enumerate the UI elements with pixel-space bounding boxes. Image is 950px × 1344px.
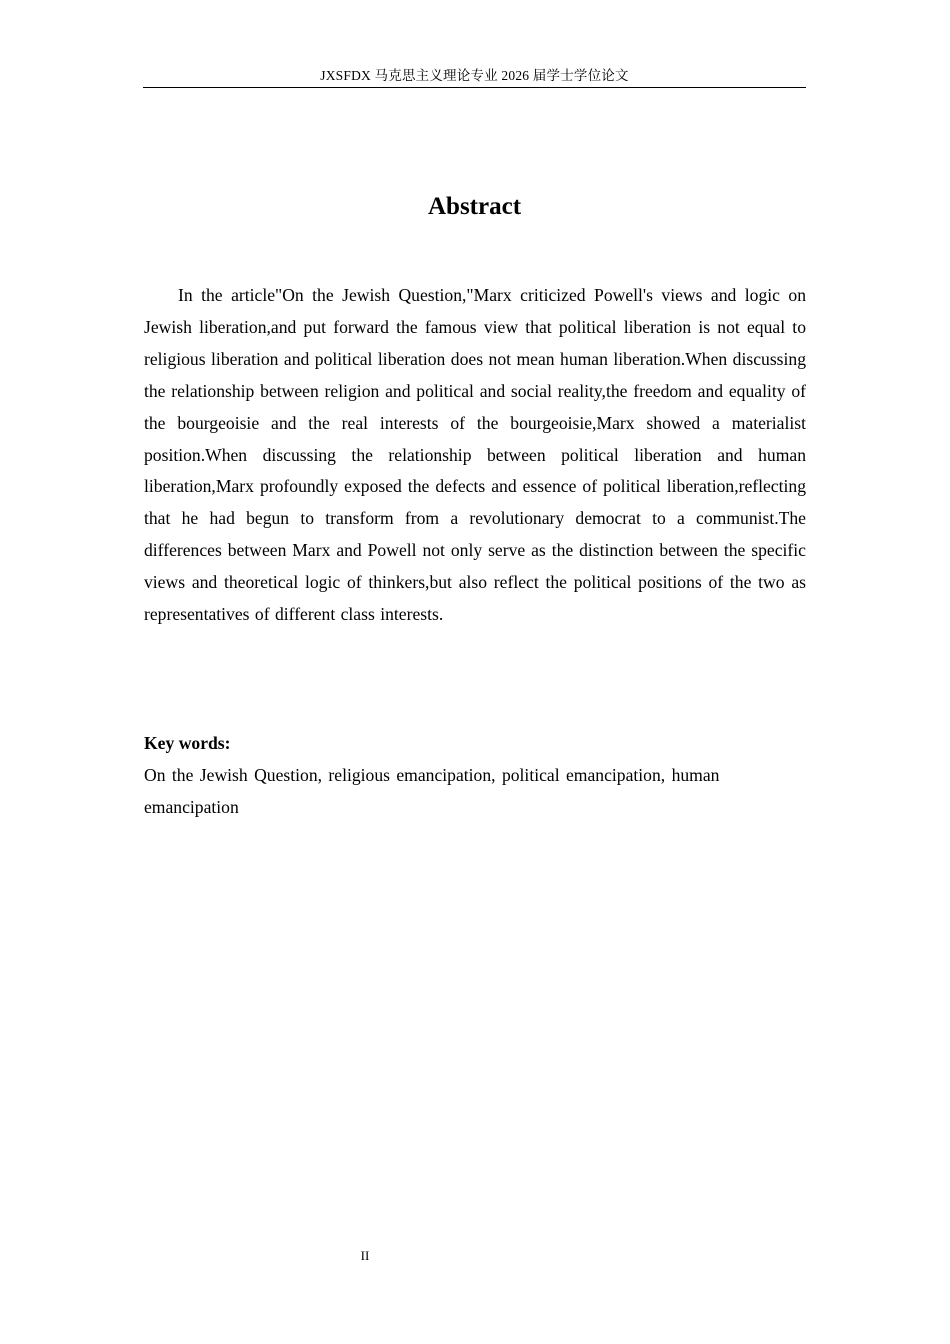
abstract-body: In the article"On the Jewish Question,"Marx criticized Powell's views and logic on Jewish liberation,and put forward the famous view that political liberation is not equal to religious liberation and political liberation does not mean human liberation.When discussing the relationship between religion and political and social reality,the freedom and equality of the bourgeoisie and the real interests of the bourgeoisie,Marx showed a materialist position.When discussing the relationship between political liberation and human liberation,Marx profoundly exposed the defects and essence of political liberation,reflecting that he had begun to transform from a revolutionary democrat to a communist.The differences between Marx and Powell not only serve as the distinction between the specific views and theoretical logic of thinkers,but also reflect the political positions of the two as representatives of different class interests. (144, 285, 806, 625)
page-number: II (360, 1248, 370, 1263)
page-header: JXSFDX 马克思主义理论专业 2026 届学士学位论文 (143, 66, 806, 88)
keywords-heading: Key words: (144, 733, 231, 753)
abstract-title: Abstract (427, 193, 522, 220)
keywords-text: On the Jewish Question, religious emancipation, political emancipation, human emancipation (144, 765, 720, 817)
